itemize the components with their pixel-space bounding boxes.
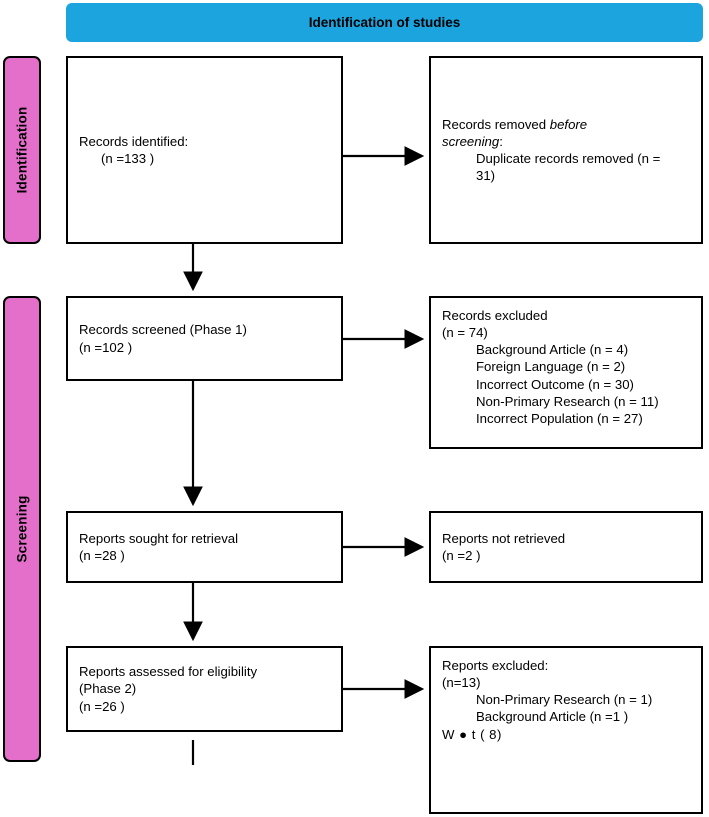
reports-assessed-count: (n =26 ) [79,698,125,714]
excluded-reason-item: Incorrect Population (n = 27) [476,410,643,426]
box-records-excluded-phase1 [429,296,703,449]
box-records-identified [66,56,343,244]
reports-excluded-reason-item: Background Article (n =1 ) [476,709,629,725]
records-removed-label: Records removed before [442,116,588,132]
records-removed-label-2: screening: [442,133,503,149]
duplicate-records-removed: Duplicate records removed (n = [476,151,661,166]
box-reports-not-retrieved [429,511,703,583]
records-excluded-count: (n = 74) [442,325,488,341]
reports-excluded-label: Reports excluded: [442,658,549,673]
reports-sought-count: (n =28 ) [79,548,125,563]
box-reports-sought [66,511,343,583]
header-title: Identification of studies [308,15,461,30]
box-reports-excluded-phase2 [429,646,703,814]
reports-assessed-label: Reports assessed for eligibility [79,664,258,680]
excluded-reason-item: Foreign Language (n = 2) [476,359,626,375]
reports-not-retrieved-label: Reports not retrieved [442,530,566,546]
records-screened-count: (n =102 ) [79,339,133,355]
excluded-reason-item: Background Article (n = 4) [476,342,629,358]
box-records-screened [66,296,343,381]
band-identification-label: Identification [14,106,30,194]
box-records-removed [429,56,703,244]
excluded-reason-item: Incorrect Outcome (n = 30) [476,376,634,392]
records-excluded-label: Records excluded [442,308,548,323]
records-screened-label: Records screened (Phase 1) [79,322,247,338]
reports-not-retrieved-count: (n =2 ) [442,548,481,563]
reports-excluded-reason-item: Non-Primary Research (n = 1) [476,692,653,708]
reports-assessed-phase: (Phase 2) [79,681,137,697]
duplicate-records-removed-count: 31) [476,168,496,184]
reports-excluded-count: (n=13) [442,675,481,691]
reports-sought-label: Reports sought for retrieval [79,530,239,546]
band-screening-label: Screening [14,495,30,563]
reports-excluded-garbled-line: W ● t ( 8) [442,726,502,742]
records-identified-label: Records identified: [79,133,189,149]
box-reports-assessed [66,646,343,732]
excluded-reason-item: Non-Primary Research (n = 11) [476,393,659,409]
records-identified-count: (n =133 ) [101,151,155,166]
